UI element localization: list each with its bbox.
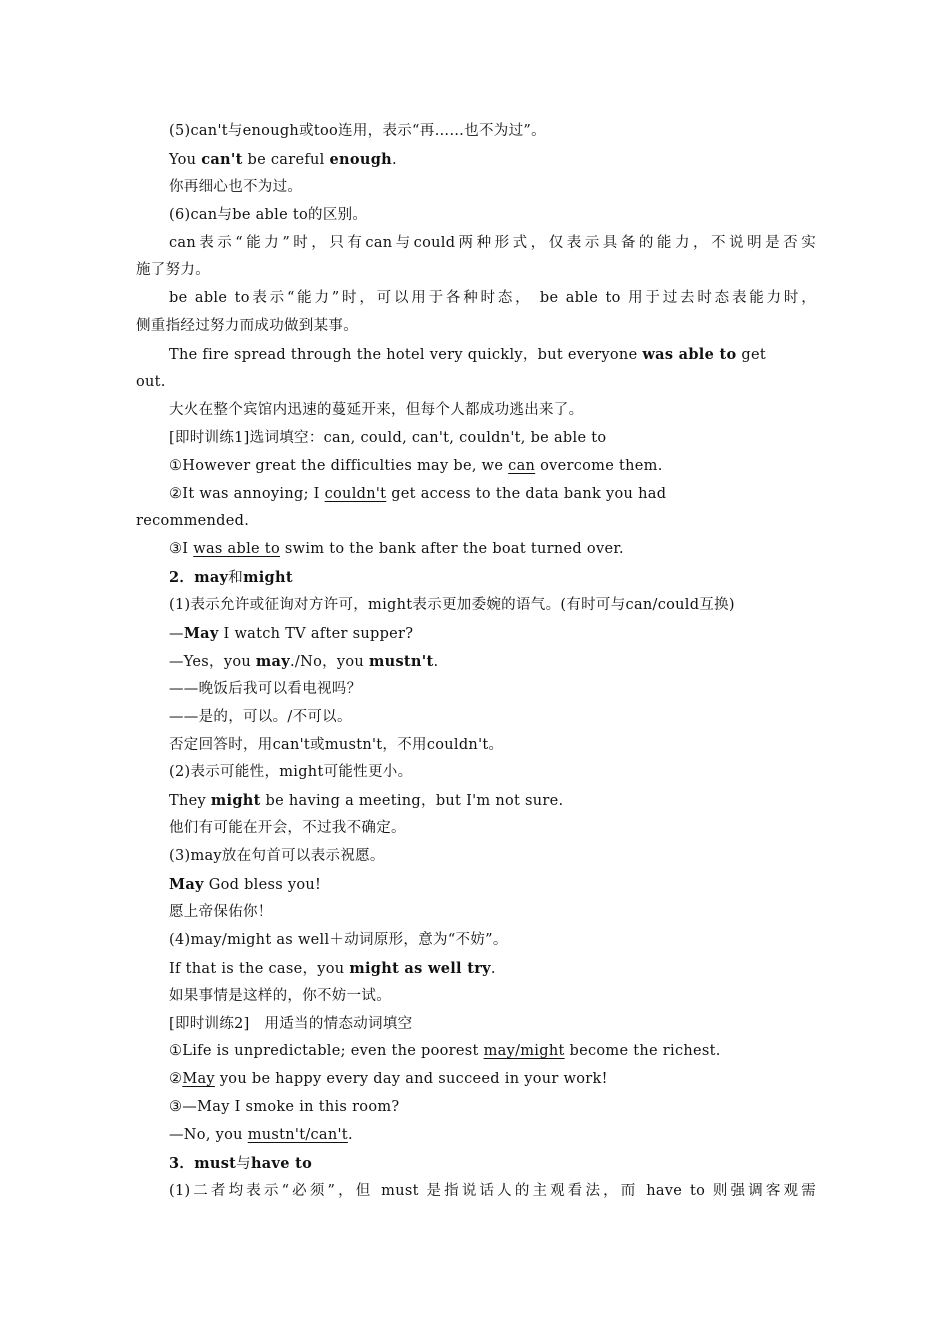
keyword: May [183,625,219,643]
answer-blank: couldn't [324,485,387,502]
example-sentence: You can't be careful enough. [169,150,397,168]
keyword: enough [329,150,392,168]
example-translation: ——晚饭后我可以看电视吗？ [169,680,362,697]
drill-question: ③I was able to swim to the bank after the boat turned over. [169,541,624,558]
answer-blank: may/might [483,1043,565,1060]
paragraph: (5)can't与enough或too连用，表示“再……也不为过”。 [169,123,546,139]
drill-answer-line: —No, you mustn't/can't. [169,1127,353,1144]
paragraph: (3)may放在句首可以表示祝愿。 [169,848,385,865]
example-translation: 他们有可能在开会，不过我不确定。 [169,820,406,837]
drill-question: ②May you be happy every day and succeed in your work! [169,1071,608,1088]
keyword: mustn't [368,652,434,670]
section-heading: 2．may和might [169,569,293,587]
keyword: was able to [642,346,737,364]
drill-question: ①However great the difficulties may be, we can overcome them. [169,457,663,474]
example-sentence: The fire spread through the hotel very quickly，but everyone was able to get [169,346,766,364]
example-sentence: May God bless you! [169,876,322,894]
paragraph: (2)表示可能性，might可能性更小。 [169,764,413,781]
drill-title: [即时训练1]选词填空：can, could, can't, couldn't, be able to [169,429,607,446]
keyword: may [255,652,290,670]
example-translation: 大火在整个宾馆内迅速的蔓延开来，但每个人都成功逃出来了。 [169,401,584,418]
example-translation: ——是的，可以。/不可以。 [169,708,352,725]
answer-blank: was able to [193,541,280,558]
example-translation: 愿上帝保佑你！ [169,903,273,920]
paragraph: (1)表示允许或征询对方许可，might表示更加委婉的语气。(有时可与can/could互换) [169,597,735,614]
document-page [136,118,816,1206]
keyword: May [169,876,204,894]
section-heading: 3．must与have to [169,1154,313,1172]
paragraph: can表示“能力”时，只有can与could两种形式，仅表示具备的能力，不说明是否实 [169,234,816,251]
paragraph-continuation: 施了努力。 [136,262,210,279]
drill-question: ①Life is unpredictable; even the poorest may/might become the richest. [169,1043,721,1060]
drill-question: ②It was annoying; I couldn't get access to the data bank you had [169,485,667,502]
example-sentence: —Yes，you may./No，you mustn't. [169,652,439,670]
answer-blank: can [508,457,536,474]
example-sentence: If that is the case，you might as well try. [169,959,496,977]
example-translation: 你再细心也不为过。 [169,178,303,195]
drill-question-continuation: recommended. [136,513,250,530]
paragraph: be able to表示“能力”时，可以用于各种时态， be able to 用于过去时态表能力时， [169,290,816,307]
example-sentence-continuation: out. [136,374,166,391]
paragraph: (6)can与be able to的区别。 [169,206,368,223]
answer-blank: mustn't/can't [247,1127,348,1144]
example-sentence: They might be having a meeting，but I'm not sure. [169,792,564,810]
paragraph-continuation: 侧重指经过努力而成功做到某事。 [136,318,358,335]
keyword: can't [201,150,243,168]
example-sentence: —May I watch TV after supper? [169,625,414,643]
answer-blank: May [182,1071,215,1088]
paragraph: (1)二者均表示“必须”，但 must 是指说话人的主观看法，而 have to 则强调客观需 [169,1182,816,1199]
keyword: might [210,792,261,810]
drill-question: ③—May I smoke in this room? [169,1099,400,1116]
drill-title: [即时训练2] 用适当的情态动词填空 [169,1015,413,1032]
example-translation: 如果事情是这样的，你不妨一试。 [169,987,391,1004]
paragraph: (4)may/might as well＋动词原形，意为“不妨”。 [169,931,508,948]
keyword: might as well try [349,959,491,977]
note: 否定回答时，用can't或mustn't，不用couldn't。 [169,736,504,753]
